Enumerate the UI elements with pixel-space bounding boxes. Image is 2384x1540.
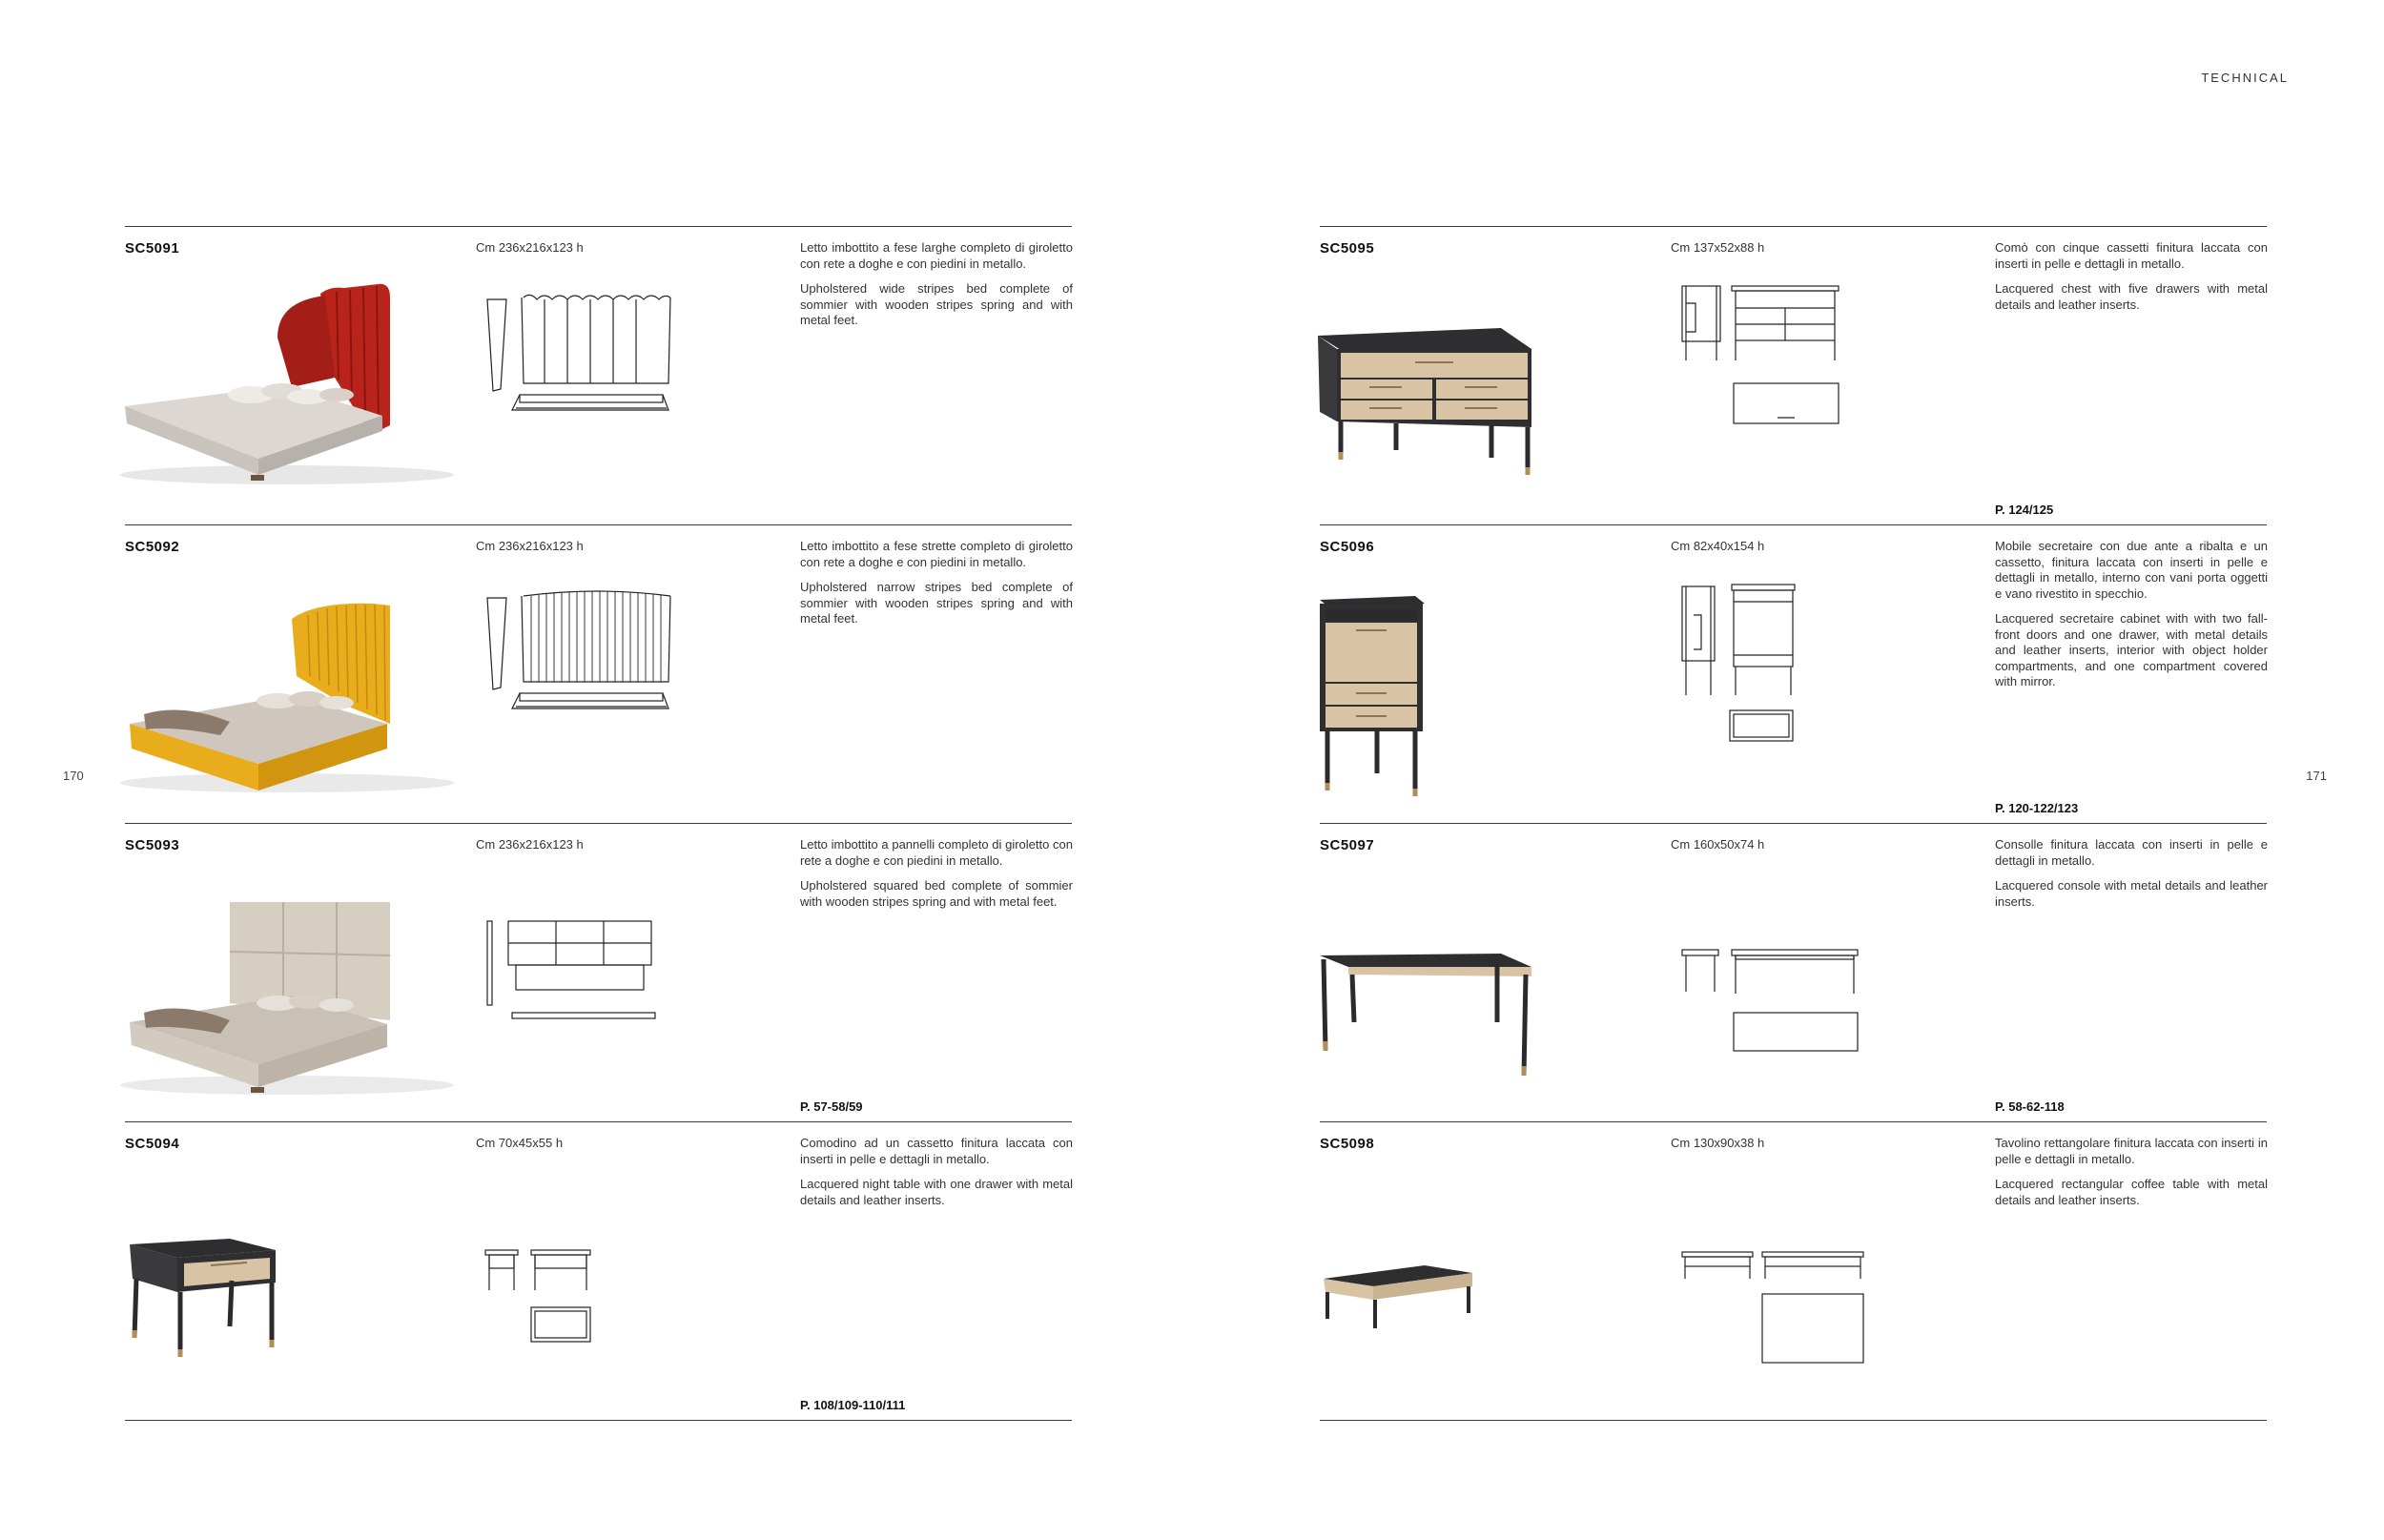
technical-drawing bbox=[1673, 862, 1901, 1110]
product-code: SC5095 bbox=[1320, 240, 1375, 257]
page-number-right: 171 bbox=[2306, 769, 2327, 783]
description-en: Upholstered narrow stripes bed complete of sommier with wooden stripes spring and with metal feet. bbox=[800, 580, 1073, 626]
description-it: Tavolino rettangolare finitura laccata con inserti in pelle e dettagli in metallo. bbox=[1995, 1136, 2268, 1166]
technical-drawing bbox=[1673, 1160, 1901, 1408]
page-reference: P. 108/109-110/111 bbox=[800, 1398, 906, 1412]
product-description bbox=[800, 1136, 1073, 1218]
technical-drawing bbox=[478, 862, 707, 1110]
description-en: Lacquered secretaire cabinet with with two fall-front doors and one drawer, with metal details and leather inserts, interior with object holder compartments, and one compartment covered with mirror. bbox=[1995, 611, 2268, 688]
product-code: SC5093 bbox=[125, 837, 180, 853]
page-reference: P. 57-58/59 bbox=[800, 1099, 863, 1114]
product-dimensions: Cm 236x216x123 h bbox=[476, 539, 584, 553]
product-entry-sc5095 bbox=[1320, 227, 2267, 525]
product-dimensions: Cm 236x216x123 h bbox=[476, 837, 584, 852]
product-dimensions: Cm 160x50x74 h bbox=[1671, 837, 1765, 852]
bed-wide-stripes-photo bbox=[87, 263, 468, 511]
bed-squared-photo bbox=[87, 860, 468, 1108]
product-description bbox=[1995, 539, 2268, 700]
description-it: Letto imbottito a fese larghe completo di giroletto con rete a doghe e con piedini in metallo. bbox=[800, 240, 1073, 271]
product-description bbox=[800, 539, 1073, 637]
description-en: Lacquered chest with five drawers with metal details and leather inserts. bbox=[1995, 281, 2268, 312]
product-description bbox=[1995, 837, 2268, 919]
console-photo bbox=[1282, 860, 1663, 1108]
chest-photo bbox=[1282, 263, 1663, 511]
product-entry-sc5098 bbox=[1320, 1122, 2267, 1421]
section-header: TECHNICAL bbox=[2201, 71, 2289, 85]
description-en: Lacquered console with metal details and leather inserts. bbox=[1995, 878, 2268, 909]
description-it: Mobile secretaire con due ante a ribalta e un cassetto, finitura laccata con inserti in pelle e dettagli in metallo, interno con vani porta oggetti e vano rivestito in specchio. bbox=[1995, 539, 2268, 601]
technical-drawing bbox=[1673, 265, 1901, 513]
technical-drawing bbox=[478, 1160, 707, 1408]
product-entry-sc5096 bbox=[1320, 525, 2267, 824]
product-description bbox=[800, 240, 1073, 339]
product-description bbox=[1995, 1136, 2268, 1218]
product-entry-sc5092 bbox=[125, 525, 1072, 824]
product-code: SC5097 bbox=[1320, 837, 1375, 853]
product-dimensions: Cm 82x40x154 h bbox=[1671, 539, 1765, 553]
product-dimensions: Cm 236x216x123 h bbox=[476, 240, 584, 255]
description-en: Lacquered night table with one drawer with metal details and leather inserts. bbox=[800, 1177, 1073, 1207]
technical-drawing bbox=[1673, 564, 1901, 811]
product-description bbox=[1995, 240, 2268, 322]
technical-drawing bbox=[478, 265, 707, 513]
product-code: SC5094 bbox=[125, 1136, 180, 1152]
page-reference: P. 58-62-118 bbox=[1995, 1099, 2065, 1114]
description-it: Comodino ad un cassetto finitura laccata con inserti in pelle e dettagli in metallo. bbox=[800, 1136, 1073, 1166]
night-table-photo bbox=[87, 1159, 468, 1407]
product-code: SC5091 bbox=[125, 240, 180, 257]
product-entry-sc5094 bbox=[125, 1122, 1072, 1421]
description-it: Letto imbottito a pannelli completo di giroletto con rete a doghe e con piedini in metallo. bbox=[800, 837, 1073, 868]
product-description bbox=[800, 837, 1073, 919]
description-it: Letto imbottito a fese strette completo di giroletto con rete a doghe e con piedini in metallo. bbox=[800, 539, 1073, 569]
product-code: SC5098 bbox=[1320, 1136, 1375, 1152]
product-code: SC5092 bbox=[125, 539, 180, 555]
technical-drawing bbox=[478, 564, 707, 811]
coffee-table-photo bbox=[1282, 1159, 1663, 1407]
page-reference: P. 124/125 bbox=[1995, 503, 2054, 517]
product-dimensions: Cm 70x45x55 h bbox=[476, 1136, 564, 1150]
bed-narrow-stripes-photo bbox=[87, 562, 468, 810]
product-dimensions: Cm 130x90x38 h bbox=[1671, 1136, 1765, 1150]
description-it: Consolle finitura laccata con inserti in pelle e dettagli in metallo. bbox=[1995, 837, 2268, 868]
page-number-left: 170 bbox=[63, 769, 84, 783]
description-it: Comò con cinque cassetti finitura laccata con inserti in pelle e dettagli in metallo. bbox=[1995, 240, 2268, 271]
secretaire-photo bbox=[1282, 562, 1663, 810]
description-en: Upholstered squared bed complete of sommier with wooden stripes spring and with metal feet. bbox=[800, 878, 1073, 909]
product-entry-sc5093 bbox=[125, 824, 1072, 1122]
product-entry-sc5091 bbox=[125, 227, 1072, 525]
page-reference: P. 120-122/123 bbox=[1995, 801, 2079, 815]
description-en: Upholstered wide stripes bed complete of sommier with wooden stripes spring and with metal feet. bbox=[800, 281, 1073, 327]
product-dimensions: Cm 137x52x88 h bbox=[1671, 240, 1765, 255]
product-code: SC5096 bbox=[1320, 539, 1375, 555]
product-entry-sc5097 bbox=[1320, 824, 2267, 1122]
description-en: Lacquered rectangular coffee table with metal details and leather inserts. bbox=[1995, 1177, 2268, 1207]
